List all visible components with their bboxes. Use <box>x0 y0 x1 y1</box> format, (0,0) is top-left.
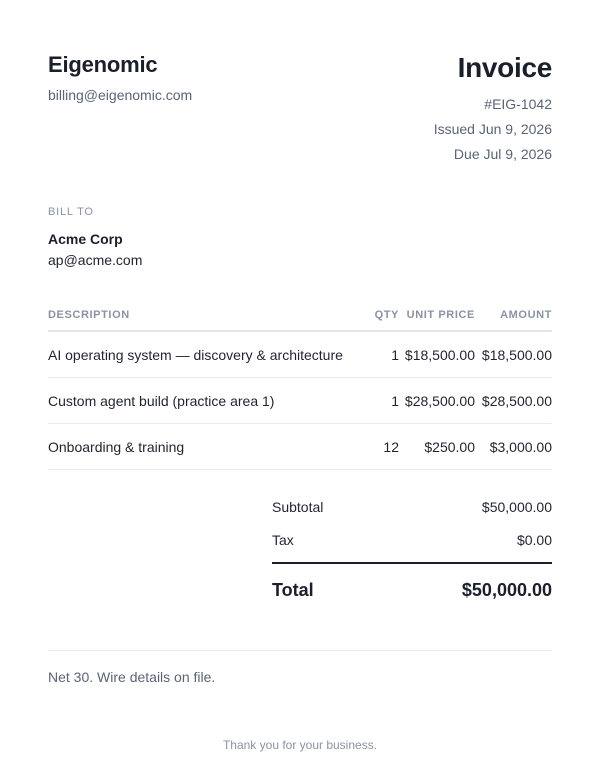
item-amount: $18,500.00 <box>481 347 552 363</box>
subtotal-value: $50,000.00 <box>481 499 552 515</box>
thank-you-footer: Thank you for your business. <box>222 738 378 752</box>
subtotal-label: Subtotal <box>272 499 324 515</box>
payment-notes: Net 30. Wire details on file. <box>48 669 216 685</box>
due-date: Due Jul 9, 2026 <box>453 146 552 162</box>
invoice-title: Invoice <box>457 52 552 83</box>
company-name: Eigenomic <box>48 52 158 77</box>
item-amount: $28,500.00 <box>481 393 552 409</box>
invoice-page <box>48 0 552 776</box>
item-qty: 1 <box>391 393 399 409</box>
totals-section <box>272 490 552 608</box>
item-unit-price: $28,500.00 <box>404 393 475 409</box>
item-unit-price: $18,500.00 <box>404 347 475 363</box>
item-description: Onboarding & training <box>48 439 185 455</box>
total-label: Total <box>272 580 314 600</box>
item-qty: 12 <box>383 439 399 455</box>
column-header-unit-price: UNIT PRICE <box>406 309 475 321</box>
column-header-description: DESCRIPTION <box>48 309 130 321</box>
item-unit-price: $250.00 <box>424 439 475 455</box>
table-row <box>48 332 552 378</box>
bill-to-name: Acme Corp <box>48 231 123 247</box>
total-row <box>272 564 552 608</box>
table-row <box>48 424 552 470</box>
column-header-amount: AMOUNT <box>500 309 552 321</box>
item-qty: 1 <box>391 347 399 363</box>
issued-date: Issued Jun 9, 2026 <box>433 121 552 137</box>
total-value: $50,000.00 <box>461 580 552 600</box>
tax-row <box>272 523 552 556</box>
column-header-qty: QTY <box>374 309 399 321</box>
table-row <box>48 378 552 424</box>
bill-to-email: ap@acme.com <box>48 252 143 268</box>
item-description: Custom agent build (practice area 1) <box>48 393 275 409</box>
tax-value: $0.00 <box>516 532 552 548</box>
bill-to-section <box>48 206 348 268</box>
notes-divider <box>48 650 552 651</box>
bill-to-label: BILL TO <box>48 206 94 218</box>
table-header <box>48 300 552 332</box>
item-description: AI operating system — discovery & architecture <box>48 347 343 363</box>
invoice-header <box>48 52 552 172</box>
tax-label: Tax <box>272 532 294 548</box>
line-items-table <box>48 300 552 470</box>
invoice-number: #EIG-1042 <box>484 96 552 112</box>
item-amount: $3,000.00 <box>489 439 552 455</box>
company-email: billing@eigenomic.com <box>48 87 193 103</box>
subtotal-row <box>272 490 552 523</box>
